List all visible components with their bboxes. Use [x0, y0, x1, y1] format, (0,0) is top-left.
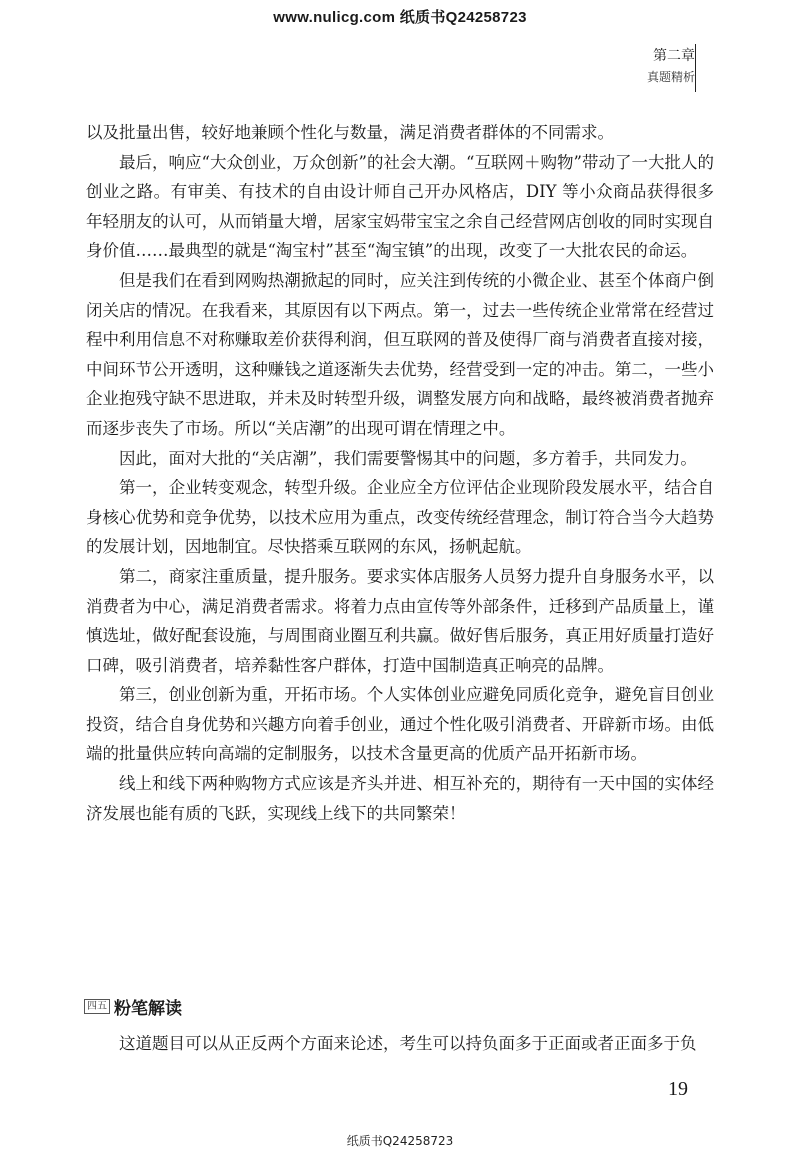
paragraph: 最后，响应“大众创业，万众创新”的社会大潮。“互联网＋购物”带动了一大批人的创业之路。有审美、有技术的自由设计师自己开办风格店，DIY 等小众商品获得很多年轻朋友的认可，从而销量大增，居家宝妈带宝宝之余自己经营网店创收的同时实现自身价值……最典型的就是“淘宝村”甚至“淘宝镇”的出现，改变了一大批农民的命运。	[86, 152, 714, 261]
paragraph: 第三，创业创新为重，开拓市场。个人实体创业应避免同质化竞争，避免盲目创业投资，结合自身优势和兴趣方向着手创业，通过个性化吸引消费者、开辟新市场。由低端的批量供应转向高端的定制服务，以技术含量更高的优质产品开拓新市场。	[86, 685, 714, 764]
paragraph: 线上和线下两种购物方式应该是齐头并进、相互补充的，期待有一天中国的实体经济发展也能有质的飞跃，实现线上线下的共同繁荣！	[86, 774, 714, 823]
paragraph: 但是我们在看到网购热潮掀起的同时，应关注到传统的小微企业、甚至个体商户倒闭关店的情况。在我看来，其原因有以下两点。第一，过去一些传统企业常常在经营过程中利用信息不对称赚取差价获得利润，但互联网的普及使得厂商与消费者直接对接，中间环节公开透明，这种赚钱之道逐渐失去优势，经营受到一定的冲击。第二，一些小企业抱残守缺不思进取，并未及时转型升级，调整发展方向和战略，最终被消费者抛弃而逐步丧失了市场。所以“关店潮”的出现可谓在情理之中。	[86, 270, 714, 438]
section-paragraph: 这道题目可以从正反两个方面来论述，考生可以持负面多于正面或者正面多于负	[119, 1034, 697, 1053]
page-number: 19	[668, 1078, 688, 1100]
body-text	[86, 118, 714, 828]
section-title: 粉笔解读	[114, 999, 182, 1019]
chalk-icon: 四五	[84, 999, 110, 1014]
chapter-subtitle: 真题精析	[646, 70, 695, 84]
chapter-header	[647, 46, 695, 88]
paragraph-continuation: 以及批量出售，较好地兼顾个性化与数量，满足消费者群体的不同需求。	[86, 123, 614, 142]
chapter-divider	[695, 44, 696, 92]
top-watermark: www.nulicg.com 纸质书Q24258723	[273, 9, 527, 26]
section-heading	[84, 994, 182, 1019]
chapter-title: 第二章	[653, 48, 695, 64]
bottom-watermark: 纸质书Q24258723	[346, 1134, 454, 1148]
paragraph: 第二，商家注重质量，提升服务。要求实体店服务人员努力提升自身服务水平，以消费者为中心，满足消费者需求。将着力点由宣传等外部条件，迁移到产品质量上，谨慎选址，做好配套设施，与周围商业圈互利共赢。做好售后服务，真正用好质量打造好口碑，吸引消费者，培养黏性客户群体，打造中国制造真正响亮的品牌。	[86, 566, 714, 675]
paragraph: 第一，企业转变观念，转型升级。企业应全方位评估企业现阶段发展水平，结合自身核心优势和竞争优势，以技术应用为重点，改变传统经营理念，制订符合当今大趋势的发展计划，因地制宜。尽快搭乘互联网的东风，扬帆起航。	[86, 478, 714, 557]
paragraph: 因此，面对大批的“关店潮”，我们需要警惕其中的问题，多方着手，共同发力。	[119, 448, 697, 468]
